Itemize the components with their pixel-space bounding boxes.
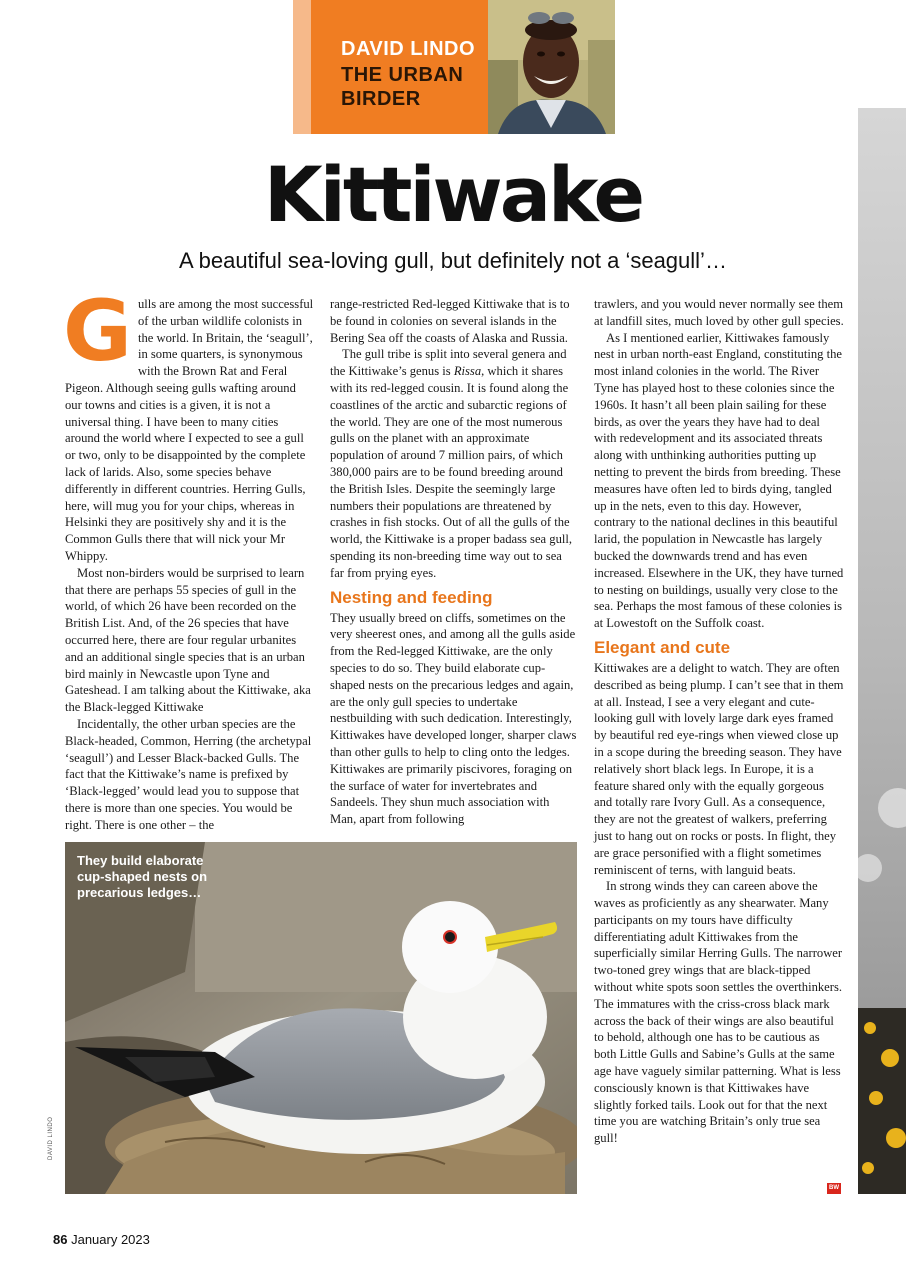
- section-heading-nesting: Nesting and feeding: [330, 587, 493, 607]
- issue-date: January 2023: [71, 1232, 150, 1247]
- author-portrait: [488, 0, 615, 134]
- paragraph: In strong winds they can careen above the waves as proficiently as any shearwater. Many participants on my tours have difficulty differentiating adult Kittiwakes from the superficially similar Herring Gulls. The narrower two-toned grey wings that are black-tipped without white spots soon settles the overthinkers. The immatures with the criss-cross black mark across the back of their wings are also beautiful to behold, although one has to be cautious as both Little Gulls and Sabine’s Gulls at the same age have vaguely similar patterning. What is less consciously known is that Kittiwakes have slightly forked tails. Look out for that the next time you are watching Britain’s only true sea gull!: [594, 879, 843, 1146]
- section-heading-elegant: Elegant and cute: [594, 637, 731, 657]
- columnist-name: DAVID LINDO: [341, 38, 476, 60]
- header-orange-panel: [293, 0, 488, 134]
- article-subtitle: A beautiful sea-loving gull, but definitely not a ‘seagull’…: [179, 248, 727, 273]
- paragraph: [330, 346, 578, 581]
- paragraph: Most non-birders would be surprised to learn that there are perhaps 55 species of gull in the world, of which 26 have been recorded on the British List. And, of the 26 species that have occurred here, there are four regular urbanites and an additional single species that is an urban bird mainly in Newcastle upon Tyne and Gateshead. I am talking about the Kittiwake, aka the Black-legged Kittiwake: [65, 565, 311, 715]
- paragraph: [63, 282, 315, 565]
- columnist-header: [293, 0, 615, 134]
- page-number: 86: [53, 1232, 68, 1247]
- paragraph: Kittiwakes are a delight to watch. They are often described as being plump. I can’t see that in them at all. Instead, I see a very elegant and cute-looking gull with lovely large dark eyes framed by beautiful red eye-rings when viewed close up in a scope during the breeding season. They have relatively short black legs. In Europe, it is a feature shared only with the equally gorgeous and totally rare Ivory Gull. As a consequence, they are not the greatest of walkers, preferring just to hang out on rocks or posts. In flight, they are grace personified with a flight sometimes reminiscent of terns, with languid beats.: [594, 660, 844, 877]
- photo-caption: They build elaborate cup-shaped nests on precarious ledges…: [77, 853, 208, 900]
- article-column-3: [594, 296, 844, 1147]
- page-edge-image: [858, 108, 906, 1194]
- column-title-line1: THE URBAN: [341, 64, 464, 86]
- paragraph-text: , which it shares with its red-legged cousin. It is found along the coastlines of the arctic and subarctic regions of the world. They are one of the most numerous gulls on the planet with an approximate population of around 7 million pairs, of which 380,000 pairs are to be found breeding around the British Isles. Despite the seemingly large numbers their populations are threatened by crashes in fish stocks. Out of all the gulls of the world, the Kittiwake is a proper badass sea gull, spending its non-breeding time way out to sea far from prying eyes.: [330, 364, 573, 580]
- drop-cap: G: [63, 282, 132, 380]
- paragraph: range-restricted Red-legged Kittiwake that is to be found in colonies on several islands in the Bering Sea off the coasts of Alaska and Russia.: [330, 297, 570, 345]
- article-column-2: [330, 296, 578, 828]
- paragraph-text: ulls are among the most successful of the urban wildlife colonists in the world. In Britain, the ‘seagull’, in some quarters, is synonymous with the Brown Rat and Feral Pigeon. Although seeing gulls wafting around our towns and cities is a given, it is not a universal thing. I have been to many cities around the world where I expected to see a gull or two, only to be disappointed by the complete lack of larids. Also, some species behave differently in different countries. Herring Gulls, here, will mug you for your chips, whereas in Helsinki they are positively shy and it is the Common Gulls there that will nick your Mr Whippy.: [65, 297, 314, 563]
- paragraph-text: The gull tribe is split into several genera and the Kittiwake’s genus is: [330, 347, 567, 379]
- bw-end-badge: BW: [827, 1183, 841, 1194]
- paragraph: As I mentioned earlier, Kittiwakes famously nest in urban north-east England, constituting the most inland colonies in the world. The River Tyne has played host to these colonies since the 1960s. It hasn’t all been plain sailing for these birds, as over the years they have had to deal with redevelopment and its associated threats along with unthinking authorities putting up netting to prevent the birds from breeding. These measures have often led to birds dying, tangled up in the nets, even to this day. However, contrary to the national declines in this beautiful larid, the population in Newcastle has largely bucked the downwards trend and has even increased. Elsewhere in the UK, they have turned to nesting on buildings, usually very close to the sea. Perhaps the most famous of these colonies is at Lowestoft on the Suffolk coast.: [594, 330, 844, 631]
- genus-name: Rissa: [453, 364, 482, 379]
- article-column-1: [63, 282, 315, 834]
- paragraph: trawlers, and you would never normally see them at landfill sites, much loved by other gull species.: [594, 297, 844, 328]
- column-title-line2: BIRDER: [341, 88, 421, 110]
- paragraph: Incidentally, the other urban species are the Black-headed, Common, Herring (the archetypal ‘seagull’) and Lesser Black-backed Gulls. The fact that the Kittiwake’s name is prefixed by ‘Black-legged’ would lead you to suppose that there is more than one species. You would be right. There is one other – the: [65, 716, 312, 832]
- paragraph: They usually breed on cliffs, sometimes on the very sheerest ones, and among all the gulls aside from the Red-legged Kittiwake, are the only species to do so. They build elaborate cup-shaped nests on the precarious ledges and again, are the only gull species to undertake nestbuilding with such dedication. Interestingly, Kittiwakes have developed longer, sharper claws than other gulls to help to cling onto the ledges. Kittiwakes are primarily piscivores, foraging on the surface of water for invertebrates and Sandeels. They shun much association with Man, apart from following: [330, 610, 577, 827]
- page-footer: [53, 1232, 150, 1247]
- photo-credit: DAVID LINDO: [48, 1116, 54, 1160]
- article-title: Kittiwake: [263, 150, 643, 239]
